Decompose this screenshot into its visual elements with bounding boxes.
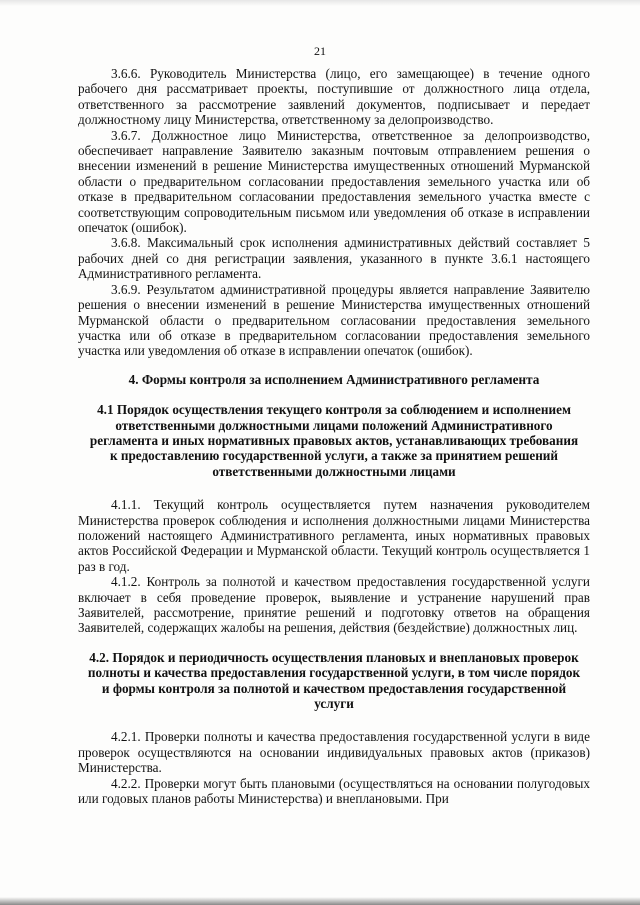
page-number: 21 (314, 44, 326, 58)
para-4-1-2: 4.1.2. Контроль за полнотой и качеством предоставления государственной услуги включает в себя проведение проверок, выявление и устранение нарушений прав Заявителей, рассмотрение, принятие решений и подготовку ответов на обращения Заявителей, содержащих жалобы на решения, действия (бездействие) должностных лиц. (78, 574, 590, 636)
document-body (78, 66, 590, 806)
scan-edge-top (0, 0, 640, 6)
subsection-heading-4-2: 4.2. Порядок и периодичность осуществления плановых и внеплановых проверок полноты и качества предоставления государственной услуги, в том числе порядок и формы контроля за полнотой и качеством предоставления государственной услуги (87, 649, 581, 712)
para-3-6-6: 3.6.6. Руководитель Министерства (лицо, его замещающее) в течение одного рабочего дня рассматривает проекты, поступившие от должностного лица отдела, ответственного за рассмотрение заявлений документов, подписывает и передает должностному лицу Министерства, ответственному за делопроизводство. (78, 66, 590, 128)
para-3-6-9: 3.6.9. Результатом административной процедуры является направление Заявителю решения о внесении изменений в решение Министерства имущественных отношений Мурманской области о предварительном согласовании предоставления земельного участка или об отказе в предварительном согласовании предоставления земельного участка или уведомления об отказе в исправлении опечаток (ошибок). (78, 281, 590, 359)
para-4-1-1: 4.1.1. Текущий контроль осуществляется путем назначения руководителем Министерства проверок соблюдения и исполнения должностными лицами Министерства положений настоящего Административного регламента, иных нормативных правовых актов Российской Федерации и Мурманской области. Текущий контроль осуществляется 1 раз в год. (78, 497, 590, 574)
section-heading-4: 4. Формы контроля за исполнением Административного регламента (128, 371, 540, 387)
para-3-6-8: 3.6.8. Максимальный срок исполнения административных действий составляет 5 рабочих дней со дня регистрации заявления, указанного в пункте 3.6.1 настоящего Административного регламента. (78, 235, 590, 282)
para-4-2-1: 4.2.1. Проверки полноты и качества предоставления государственной услуги в виде проверок осуществляются на основании индивидуальных правовых актов (приказов) Министерства. (78, 729, 590, 776)
para-3-6-7: 3.6.7. Должностное лицо Министерства, ответственное за делопроизводство, обеспечивает направление Заявителю заказным почтовым отправлением решения о внесении изменений в решение Министерства имущественных отношений Мурманской области о предварительном согласовании предоставления земельного участка или об отказе в предварительном согласовании предоставления земельного участка вместе с соответствующим сопроводительным письмом или уведомления об отказе в исправлении опечаток (ошибок). (78, 127, 590, 236)
subsection-heading-4-1: 4.1 Порядок осуществления текущего контроля за соблюдением и исполнением ответственными должностными лицами положений Административного регламента и иных нормативных правовых актов, устанавливающих требования к предоставлению государственной услуги, а также за принятием решений ответственными должностными лицами (89, 402, 579, 479)
para-4-2-2: 4.2.2. Проверки могут быть плановыми (осуществляться на основании полугодовых или годовых планов работы Министерства) и внеплановыми. При (78, 775, 590, 807)
scan-edge-bottom (0, 897, 640, 905)
